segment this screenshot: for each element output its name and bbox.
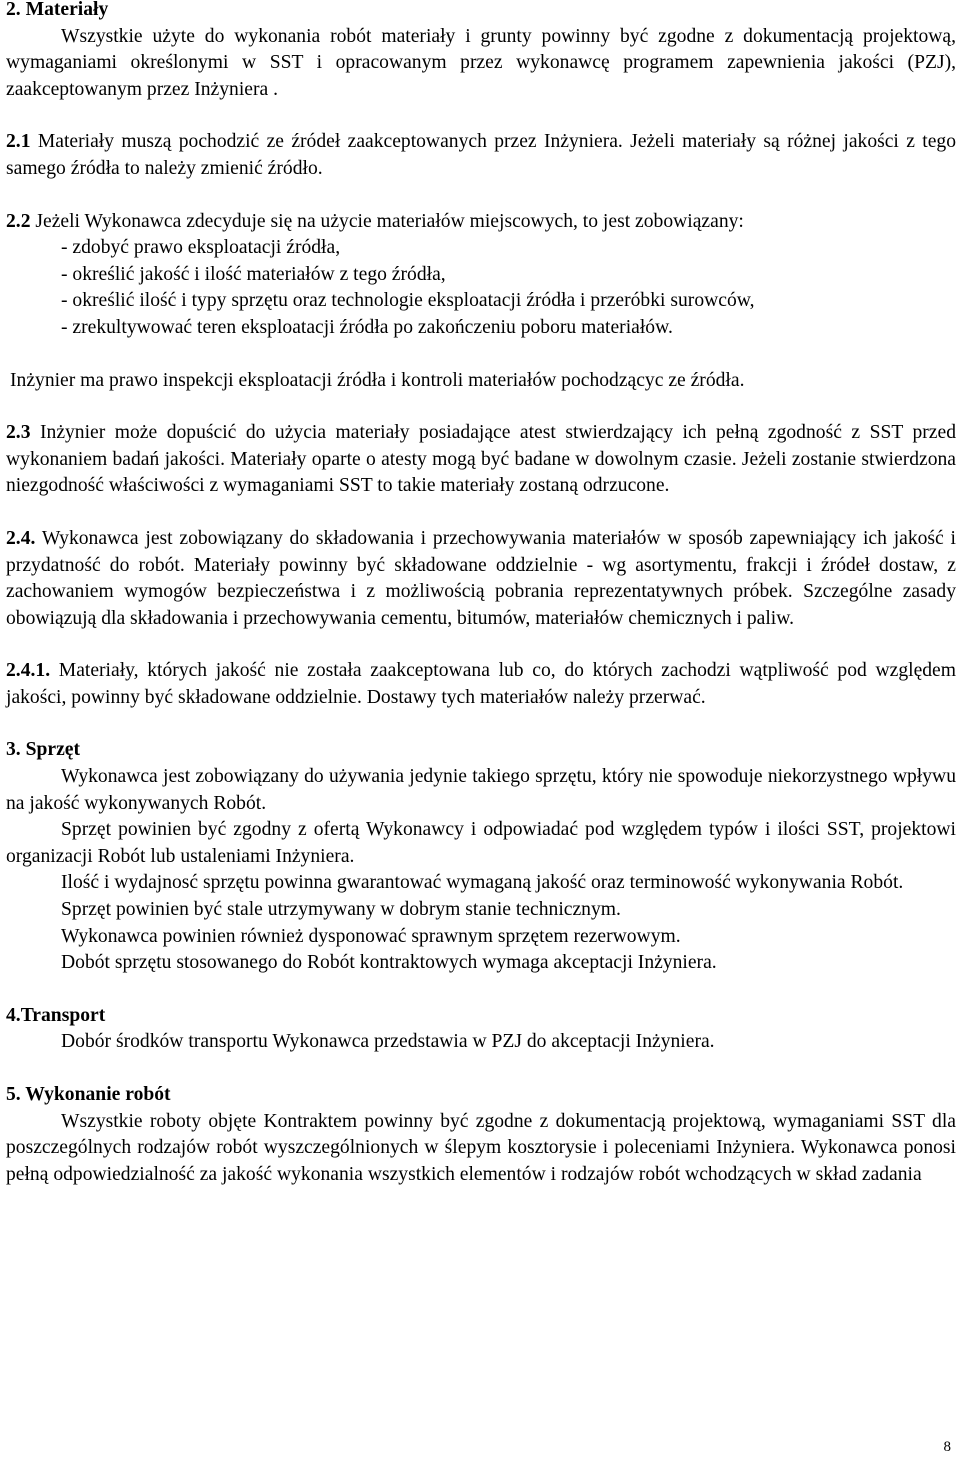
section-3-paragraph: Sprzęt powinien być stale utrzymywany w dobrym stanie technicznym.	[61, 899, 621, 921]
paragraph-2-2-list	[6, 235, 956, 341]
paragraph-2-2-number: 2.2	[6, 210, 31, 232]
section-3-paragraph: Sprzęt powinien być zgodny z ofertą Wykonawcy i odpowiadać pod względem typów i ilości SST, projektowi organizacji Robót lub ustaleniami Inżyniera.	[6, 819, 956, 867]
section-5-text: Wszystkie roboty objęte Kontraktem powinny być zgodne z dokumentacją projektową, wymaganiami SST dla poszczególnych rodzajów robót wyszczególnionych w ślepym kosztorysie i poleceniami Inżyniera. Wykonawca ponosi pełną odpowiedzialność za jakość wykonania wszystkich elementów i rodzajów robót wchodzących w skład zadania	[6, 1110, 956, 1185]
paragraph-2-1	[6, 129, 956, 182]
section-4-heading: 4.Transport	[6, 1004, 106, 1026]
list-item: - zrekultywować teren eksploatacji źródła po zakończeniu poboru materiałów.	[61, 316, 673, 338]
paragraph-2-4-number: 2.4.	[6, 527, 36, 549]
page-number: 8	[943, 1439, 951, 1455]
paragraph-2-4	[6, 526, 956, 632]
section-5-heading: 5. Wykonanie robót	[6, 1084, 171, 1105]
paragraph-2-4-text: Wykonawca jest zobowiązany do składowania i przechowywania materiałów w sposób zapewniający ich jakość i przydatność do robót. Materiały powinny być składowane oddzielnie - wg asortymentu, frakcji i źródeł dostaw, z zachowaniem wymogów bezpieczeństwa i z możliwością pobrania reprezentatywnych próbek. Szczególne zasady obowiązują dla składowania i przechowywania cementu, bitumów, materiałów chemicznych i paliw.	[6, 527, 956, 629]
paragraph-2-4-1	[6, 658, 956, 711]
list-item: - zdobyć prawo eksploatacji źródła,	[61, 237, 341, 259]
section-3-paragraph: Dobót sprzętu stosowanego do Robót kontraktowych wymaga akceptacji Inżyniera.	[61, 952, 717, 974]
paragraph-2-4-1-number: 2.4.1.	[6, 660, 51, 682]
section-3-paragraph: Wykonawca jest zobowiązany do używania jedynie takiego sprzętu, który nie spowoduje niekorzystnego wpływu na jakość wykonywanych Robót.	[6, 766, 956, 814]
paragraph-2-4-1-text: Materiały, których jakość nie została zaakceptowana lub co, do których zachodzi wątpliwość pod względem jakości, powinny być składowane oddzielnie. Dostawy tych materiałów należy przerwać.	[6, 660, 956, 708]
section-3-paragraph: Wykonawca powinien również dysponować sprawnym sprzętem rezerwowym.	[61, 925, 681, 947]
paragraph-2-1-text: Materiały muszą pochodzić ze źródeł zaakceptowanych przez Inżyniera. Jeżeli materiały są różnej jakości z tego samego źródła to należy zmienić źródło.	[6, 131, 956, 179]
paragraph-2-3	[6, 420, 956, 500]
document-page	[6, 0, 956, 1188]
list-item: - określić ilość i typy sprzętu oraz technologie eksploatacji źródła i przeróbki surowców,	[61, 290, 755, 312]
paragraph-2-3-number: 2.3	[6, 422, 31, 444]
paragraph-2-2	[6, 209, 956, 236]
section-3-paragraph: Ilość i wydajnosć sprzętu powinna gwarantować wymaganą jakość oraz terminowość wykonywania Robót.	[61, 872, 904, 894]
paragraph-2-1-number: 2.1	[6, 131, 31, 153]
section-2-heading: 2. Materiały	[6, 0, 109, 20]
section-4-text: Dobór środków transportu Wykonawca przedstawia w PZJ do akceptacji Inżyniera.	[61, 1031, 715, 1053]
section-3-heading: 3. Sprzęt	[6, 739, 81, 761]
section-2-intro: Wszystkie użyte do wykonania robót materiały i grunty powinny być zgodne z dokumentacją projektową, wymaganiami określonymi w SST i opracowanym przez wykonawcę programem zapewnienia jakości (PZJ), zaakceptowanym przez Inżyniera .	[6, 25, 956, 100]
paragraph-2-3-text: Inżynier może dopuścić do użycia materiały posiadające atest stwierdzający ich pełną zgodność z SST przed wykonaniem badań jakości. Materiały oparte o atesty mogą być badane w dowolnym czasie. Jeżeli zostanie stwierdzona niezgodność właściwości z wymaganiami SST to takie materiały zostaną odrzucone.	[6, 422, 956, 497]
list-item: - określić jakość i ilość materiałów z tego źródła,	[61, 263, 446, 285]
inspection-note: Inżynier ma prawo inspekcji eksploatacji źródła i kontroli materiałów pochodzącyc ze źródła.	[10, 369, 745, 391]
paragraph-2-2-text: Jeżeli Wykonawca zdecyduje się na użycie materiałów miejscowych, to jest zobowiązany:	[30, 210, 744, 232]
